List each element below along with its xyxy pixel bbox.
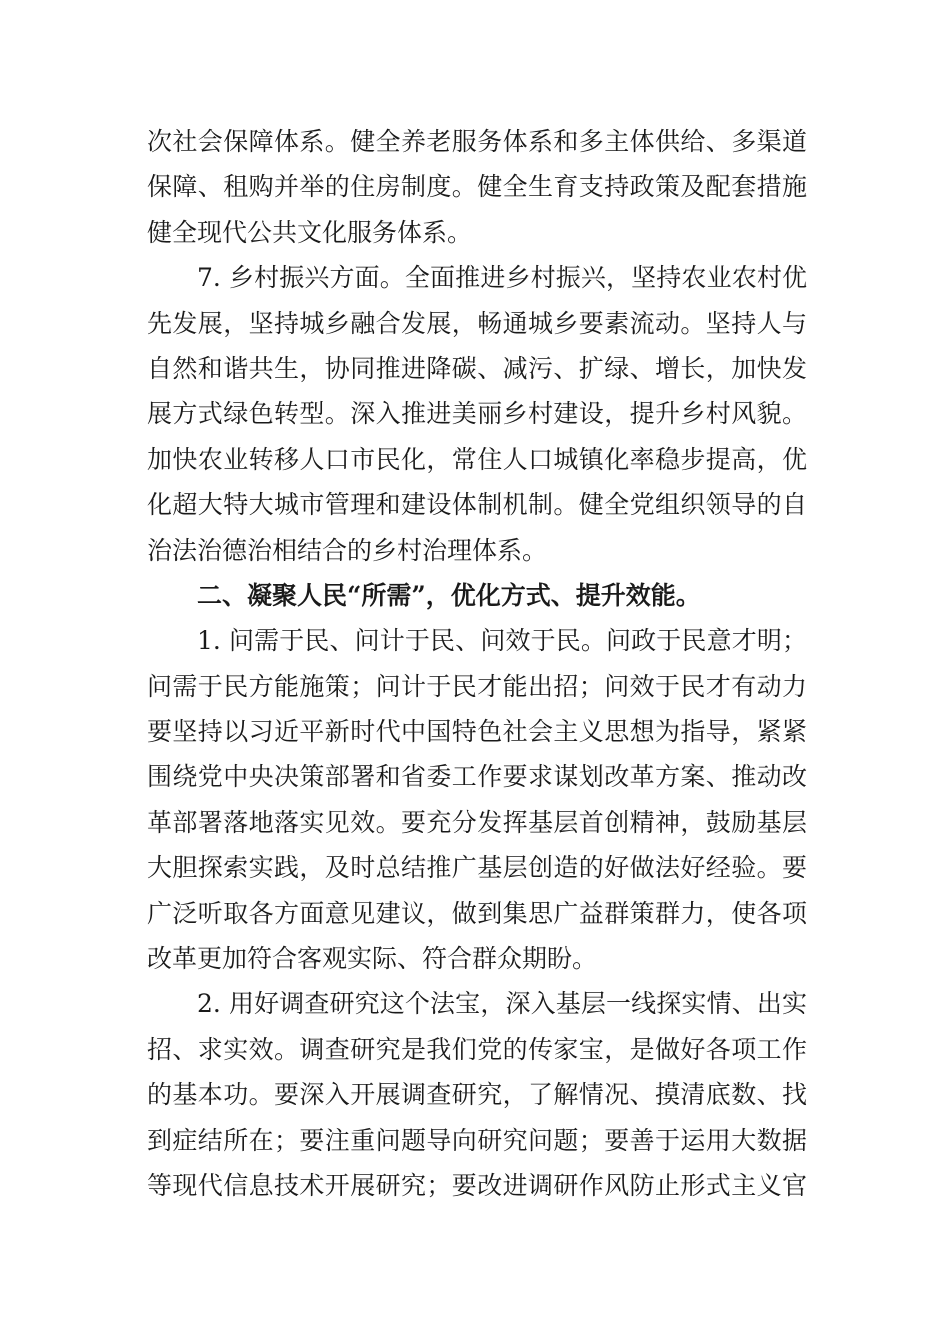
paragraph-line: 招、求实效。调查研究是我们党的传家宝，是做好各项工作 xyxy=(147,1034,807,1064)
paragraph-line: 保障、租购并举的住房制度。健全生育支持政策及配套措施 xyxy=(147,172,807,202)
paragraph-line: 7. 乡村振兴方面。全面推进乡村振兴，坚持农业农村优 xyxy=(197,263,807,293)
paragraph-line: 先发展，坚持城乡融合发展，畅通城乡要素流动。坚持人与 xyxy=(147,308,807,338)
paragraph-line: 治法治德治相结合的乡村治理体系。 xyxy=(147,535,548,565)
paragraph-line: 自然和谐共生，协同推进降碳、减污、扩绿、增长，加快发 xyxy=(147,353,807,383)
paragraph-line: 展方式绿色转型。深入推进美丽乡村建设，提升乡村风貌。 xyxy=(147,399,807,429)
document-body xyxy=(147,119,807,1208)
paragraph-line: 围绕党中央决策部署和省委工作要求谋划改革方案、推动改 xyxy=(147,762,807,792)
paragraph-line: 健全现代公共文化服务体系。 xyxy=(147,217,473,247)
paragraph-line: 问需于民方能施策；问计于民才能出招；问效于民才有动力 xyxy=(147,671,807,701)
paragraph-line: 要坚持以习近平新时代中国特色社会主义思想为指导，紧紧 xyxy=(147,717,807,747)
paragraph-line: 大胆探索实践，及时总结推广基层创造的好做法好经验。要 xyxy=(147,853,807,883)
paragraph-line: 2. 用好调查研究这个法宝，深入基层一线探实情、出实 xyxy=(197,989,807,1019)
paragraph-line: 的基本功。要深入开展调查研究，了解情况、摸清底数、找 xyxy=(147,1080,807,1110)
paragraph-line: 次社会保障体系。健全养老服务体系和多主体供给、多渠道 xyxy=(147,127,807,156)
paragraph-line: 革部署落地落实见效。要充分发挥基层首创精神，鼓励基层 xyxy=(147,807,807,837)
section-heading-line: 二、凝聚人民“所需”，优化方式、提升效能。 xyxy=(197,580,701,610)
paragraph-line: 加快农业转移人口市民化，常住人口城镇化率稳步提高，优 xyxy=(147,444,807,474)
paragraph-line: 广泛听取各方面意见建议，做到集思广益群策群力，使各项 xyxy=(147,898,807,928)
paragraph-line: 1. 问需于民、问计于民、问效于民。问政于民意才明； xyxy=(197,626,807,656)
paragraph-line: 化超大特大城市管理和建设体制机制。健全党组织领导的自 xyxy=(147,490,807,520)
paragraph-line: 到症结所在；要注重问题导向研究问题；要善于运用大数据 xyxy=(147,1125,807,1155)
paragraph-line: 等现代信息技术开展研究；要改进调研作风防止形式主义官 xyxy=(147,1170,807,1200)
paragraph-line: 改革更加符合客观实际、符合群众期盼。 xyxy=(147,944,598,974)
